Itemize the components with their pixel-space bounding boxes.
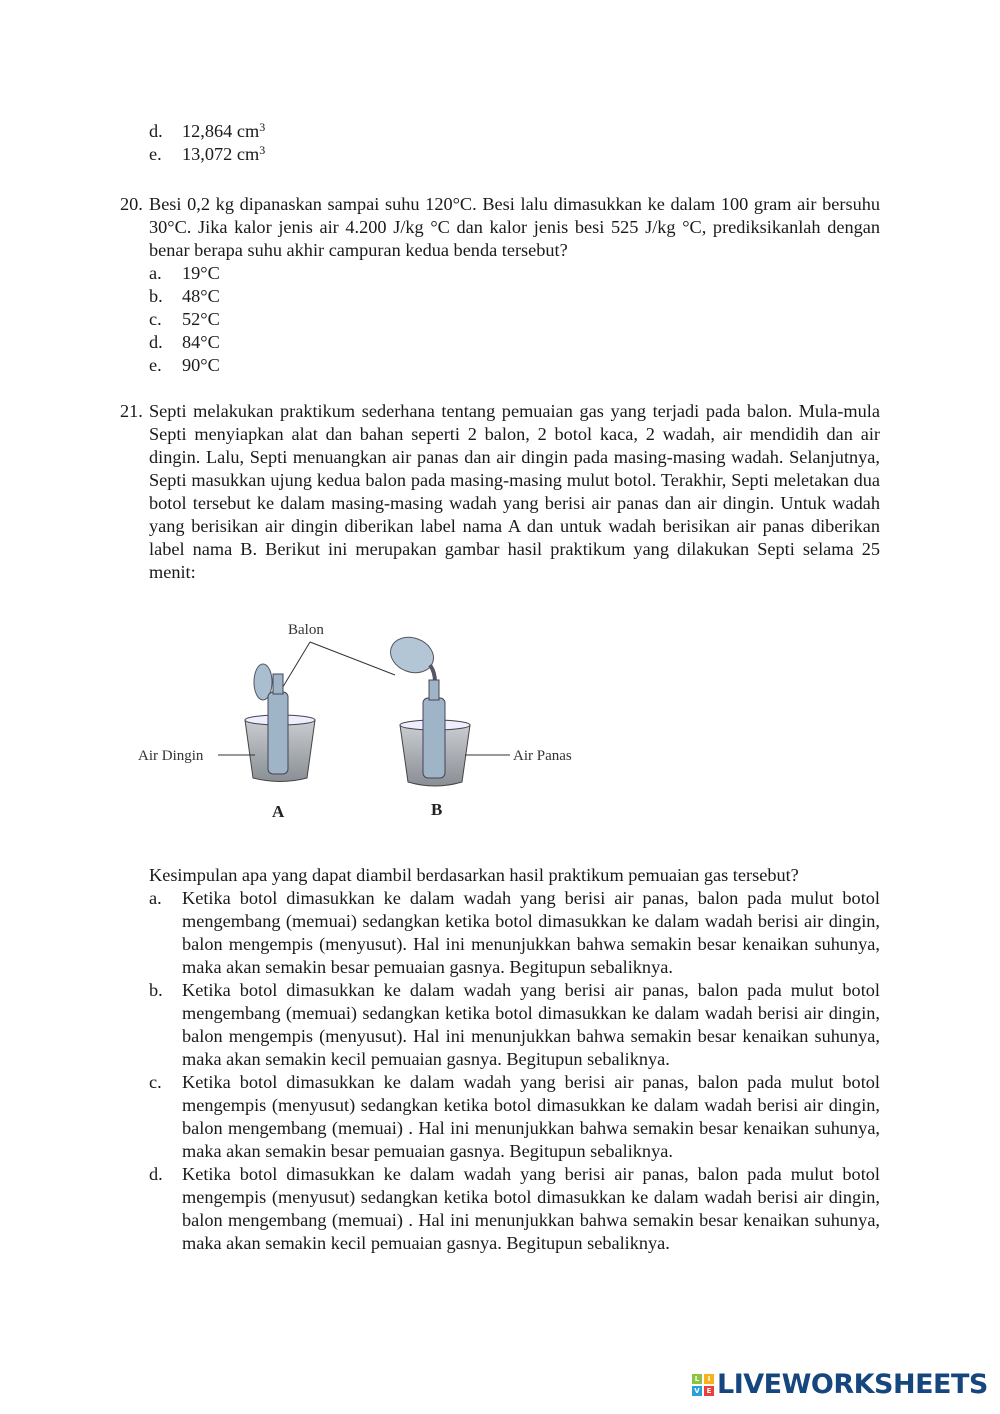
option-d[interactable]: d. Ketika botol dimasukkan ke dalam wadah yang berisi air panas, balon pada mulut botol mengempis (menyusut) sedangkan ketika botol dimasukkan ke dalam wadah berisi air dingin, balon mengembang (memuai) . Hal ini menunjukkan bahwa semakin besar kenaikan suhunya, maka akan semakin kecil pemuaian gasnya. Begitupun sebaliknya. [149,1164,880,1253]
option-c[interactable]: c. Ketika botol dimasukkan ke dalam wadah yang berisi air panas, balon pada mulut botol mengempis (menyusut) sedangkan ketika botol dimasukkan ke dalam wadah berisi air dingin, balon mengembang (memuai) . Hal ini menunjukkan bahwa semakin besar kenaikan suhunya, maka akan semakin besar pemuaian gasnya. Begitupun sebaliknya. [149,1072,880,1161]
question-text: Septi melakukan praktikum sederhana tentang pemuaian gas yang terjadi pada balon. Mula-mula Septi menyiapkan alat dan bahan seperti 2 balon, 2 botol kaca, 2 wadah, air mendidih dan air dingin. Lalu, Septi menuangkan air panas dan air dingin pada masing-masing wadah. Selanjutnya, Septi masukkan ujung kedua balon pada masing-masing mulut botol. Terakhir, Septi meletakan dua botol tersebut ke dalam masing-masing wadah yang berisi air panas dan air dingin. Untuk wadah yang berisikan air dingin diberikan label nama A dan untuk wadah berisikan air panas diberikan label nama B. Berikut ini merupakan gambar hasil praktikum yang dilakukan Septi selama 25 menit: [149,401,880,582]
label-a: A [272,802,285,821]
conclusion-question: Kesimpulan apa yang dapat diambil berdasarkan hasil praktikum pemuaian gas tersebut? [149,865,799,885]
previous-question-options [120,120,880,166]
option-a[interactable]: a. 19°C [149,263,220,283]
option-a[interactable]: a. Ketika botol dimasukkan ke dalam wadah yang berisi air panas, balon pada mulut botol mengembang (memuai) sedangkan ketika botol dimasukkan ke dalam wadah berisi air dingin, balon mengempis (menyusut). Hal ini menunjukkan bahwa semakin besar kenaikan suhunya, maka akan semakin besar pemuaian gasnya. Begitupun sebaliknya. [149,888,880,977]
cold-water-label: Air Dingin [138,748,204,764]
option-e[interactable]: e. 13,072 $cm^3$ [149,143,266,164]
question-21: 21. Septi melakukan praktikum sederhana tentang pemuaian gas yang terjadi pada balon. Mula-mula Septi menyiapkan alat dan bahan seperti 2 balon, 2 botol kaca, 2 wadah, air mendidih dan air dingin. Lalu, Septi menuangkan air panas dan air dingin pada masing-masing wadah. Selanjutnya, Septi masukkan ujung kedua balon pada masing-masing mulut botol. Terakhir, Septi meletakan dua botol tersebut ke dalam masing-masing wadah yang berisi air panas dan air dingin. Untuk wadah yang berisikan air dingin diberikan label nama A dan untuk wadah berisikan air panas diberikan label nama B. Berikut ini merupakan gambar hasil praktikum yang dilakukan Septi selama 25 menit: [120,401,880,582]
question-20: 20. Besi 0,2 kg dipanaskan sampai suhu 120°C. Besi lalu dimasukkan ke dalam 100 gram air bersuhu 30°C. Jika kalor jenis air 4.200 J/kg °C dan kalor jenis besi 525 J/kg °C, prediksikanlah dengan benar berapa suhu akhir campuran kedua benda tersebut? a. 19°C b. 48°C c. 52°C d. 84°C e. 90°C [120,194,880,375]
question-21-options [120,864,880,1255]
balloon-experiment-figure [130,610,600,830]
label-b: B [431,800,443,819]
cup-b [386,632,470,786]
option-d[interactable]: d. 84°C [149,332,220,352]
logo-tiles-icon: L I V E [692,1374,714,1396]
option-b[interactable]: b. 48°C [149,286,220,306]
cup-a [245,664,315,782]
option-d[interactable]: d. 12,864 $cm^3$ [149,120,266,141]
balloon-label: Balon [288,622,324,638]
question-text: Besi 0,2 kg dipanaskan sampai suhu 120°C. Besi lalu dimasukkan ke dalam 100 gram air bersuhu 30°C. Jika kalor jenis air 4.200 J/kg °C dan kalor jenis besi 525 J/kg °C, prediksikanlah dengan benar berapa suhu akhir campuran kedua benda tersebut? [149,194,880,260]
option-e[interactable]: e. 90°C [149,355,220,375]
option-c[interactable]: c. 52°C [149,309,220,329]
liveworksheets-logo: L I V E LIVEWORKSHEETS [692,1373,988,1396]
hot-water-label: Air Panas [513,748,572,764]
option-b[interactable]: b. Ketika botol dimasukkan ke dalam wadah yang berisi air panas, balon pada mulut botol mengembang (memuai) sedangkan ketika botol dimasukkan ke dalam wadah berisi air dingin, balon mengempis (menyusut). Hal ini menunjukkan bahwa semakin besar kenaikan suhunya, maka akan semakin kecil pemuaian gasnya. Begitupun sebaliknya. [149,980,880,1069]
